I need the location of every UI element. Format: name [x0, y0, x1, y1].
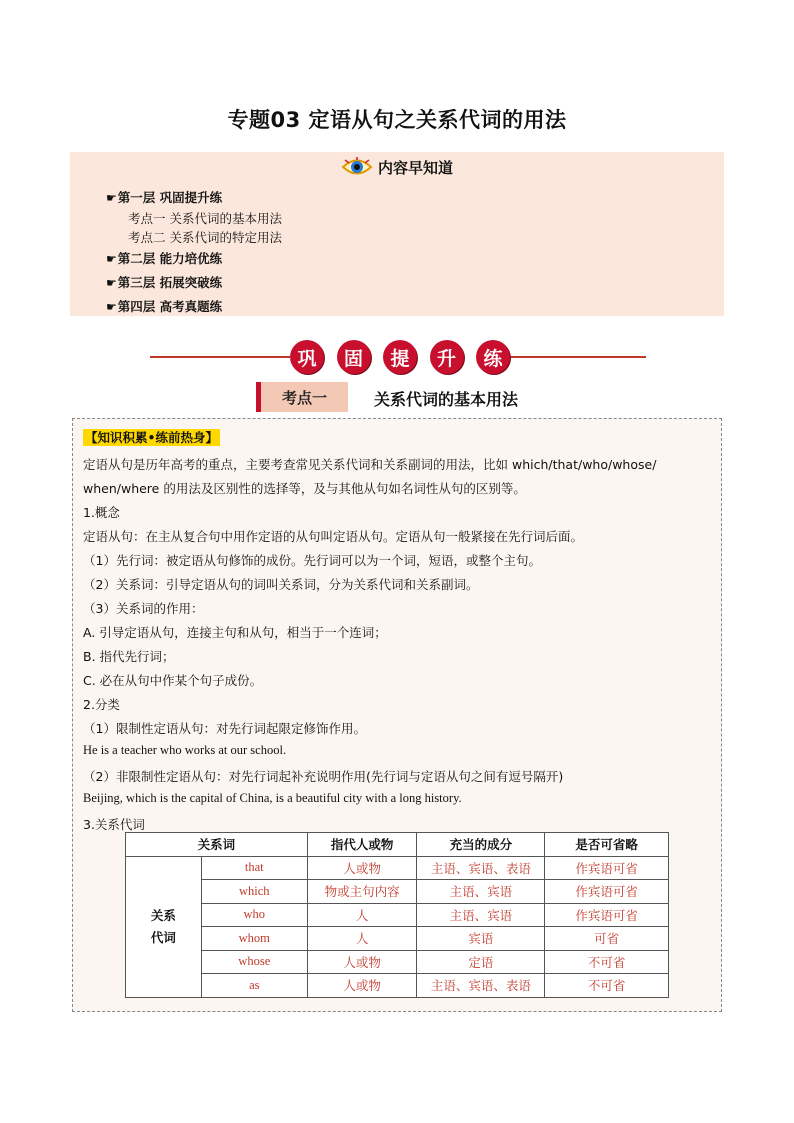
toc-header — [70, 156, 724, 184]
table-cell: whose — [201, 950, 307, 974]
paragraph-line: （3）关系词的作用： — [83, 601, 204, 616]
paragraph-line: B. 指代先行词； — [83, 649, 175, 664]
table-cell: 主语、宾语、表语 — [417, 974, 545, 998]
knowledge-badge: 【知识积累•练前热身】 — [85, 430, 218, 445]
table-cell: whom — [201, 927, 307, 951]
section-number: 3.关系代词 — [83, 817, 145, 832]
relative-pronoun-table — [125, 832, 669, 998]
banner-char: 练 — [476, 340, 510, 374]
banner-rule-right — [510, 356, 646, 358]
section-heading — [256, 382, 556, 412]
toc-heading: 内容早知道 — [378, 158, 454, 177]
table-row — [126, 856, 669, 880]
table-cell: 主语、宾语 — [417, 903, 545, 927]
column-header: 充当的成分 — [417, 833, 545, 857]
pointing-hand-icon: ☛ — [106, 300, 117, 314]
toc-item-point-2[interactable]: 考点二 关系代词的特定用法 — [128, 230, 282, 245]
paragraph-line: A. 引导定语从句，连接主句和从句，相当于一个连词； — [83, 625, 387, 640]
table-cell: 人或物 — [307, 974, 417, 998]
table-cell: which — [201, 880, 307, 904]
section-number: 2.分类 — [83, 697, 120, 712]
table-cell: 人 — [307, 927, 417, 951]
example-sentence: He is a teacher who works at our school. — [83, 743, 287, 757]
table-cell: who — [201, 903, 307, 927]
banner-char: 提 — [383, 340, 417, 374]
section-tag: 考点一 — [256, 382, 348, 412]
table-row — [126, 974, 669, 998]
column-header: 指代人或物 — [307, 833, 417, 857]
toc-item-level-2[interactable]: ☛第二层 能力培优练 — [106, 251, 223, 266]
pointing-hand-icon: ☛ — [106, 252, 117, 266]
section-title: 关系代词的基本用法 — [374, 390, 519, 409]
banner-char: 巩 — [290, 340, 324, 374]
table-row — [126, 903, 669, 927]
paragraph-line: 定语从句是历年高考的重点，主要考查常见关系代词和关系副词的用法，比如 which/that/who/whose/ — [83, 457, 657, 472]
paragraph-line: 定语从句：在主从复合句中用作定语的从句叫定语从句。定语从句一般紧接在先行词后面。 — [83, 529, 584, 544]
table-header-row — [126, 833, 669, 857]
table-of-contents — [70, 152, 724, 316]
banner-char: 固 — [337, 340, 371, 374]
paragraph-line: C. 必在从句中作某个句子成份。 — [83, 673, 263, 688]
table-cell: 主语、宾语、表语 — [417, 856, 545, 880]
paragraph-line: （1）先行词：被定语从句修饰的成份。先行词可以为一个词，短语，或整个主句。 — [83, 553, 541, 568]
example-sentence: Beijing, which is the capital of China, is a beautiful city with a long history. — [83, 791, 462, 805]
table-cell: as — [201, 974, 307, 998]
table-row — [126, 927, 669, 951]
table-cell: 作宾语可省 — [545, 856, 669, 880]
table-cell: 人或物 — [307, 950, 417, 974]
pointing-hand-icon: ☛ — [106, 276, 117, 290]
page-title: 专题03 定语从句之关系代词的用法 — [227, 108, 567, 132]
row-group-label: 关系 代词 — [126, 856, 202, 997]
pointing-hand-icon: ☛ — [106, 191, 117, 205]
section-banner — [150, 340, 646, 374]
toc-item-level-1[interactable]: ☛第一层 巩固提升练 — [106, 190, 223, 205]
toc-item-level-4[interactable]: ☛第四层 高考真题练 — [106, 299, 223, 314]
table-cell: 不可省 — [545, 950, 669, 974]
table-cell: 宾语 — [417, 927, 545, 951]
banner-char: 升 — [430, 340, 464, 374]
table-row — [126, 950, 669, 974]
table-cell: 作宾语可省 — [545, 903, 669, 927]
paragraph-line: （1）限制性定语从句：对先行词起限定修饰作用。 — [83, 721, 366, 736]
table-cell: 不可省 — [545, 974, 669, 998]
table-cell: 人 — [307, 903, 417, 927]
paragraph-line: when/where 的用法及区别性的选择等，及与其他从句如名词性从句的区别等。 — [83, 481, 526, 496]
paragraph-line: （2）非限制性定语从句：对先行词起补充说明作用(先行词与定语从句之间有逗号隔开) — [83, 769, 564, 784]
toc-item-point-1[interactable]: 考点一 关系代词的基本用法 — [128, 211, 282, 226]
table-cell: that — [201, 856, 307, 880]
eye-icon — [341, 156, 373, 178]
section-number: 1.概念 — [83, 505, 120, 520]
toc-item-level-3[interactable]: ☛第三层 拓展突破练 — [106, 275, 223, 290]
table-cell: 可省 — [545, 927, 669, 951]
table-row — [126, 880, 669, 904]
table-cell: 主语、宾语 — [417, 880, 545, 904]
banner-rule-left — [150, 356, 290, 358]
paragraph-line: （2）关系词：引导定语从句的词叫关系词，分为关系代词和关系副词。 — [83, 577, 479, 592]
table-cell: 物或主句内容 — [307, 880, 417, 904]
table-cell: 作宾语可省 — [545, 880, 669, 904]
table-cell: 人或物 — [307, 856, 417, 880]
table-cell: 定语 — [417, 950, 545, 974]
column-header: 关系词 — [126, 833, 308, 857]
column-header: 是否可省略 — [545, 833, 669, 857]
banner-characters — [290, 340, 510, 374]
